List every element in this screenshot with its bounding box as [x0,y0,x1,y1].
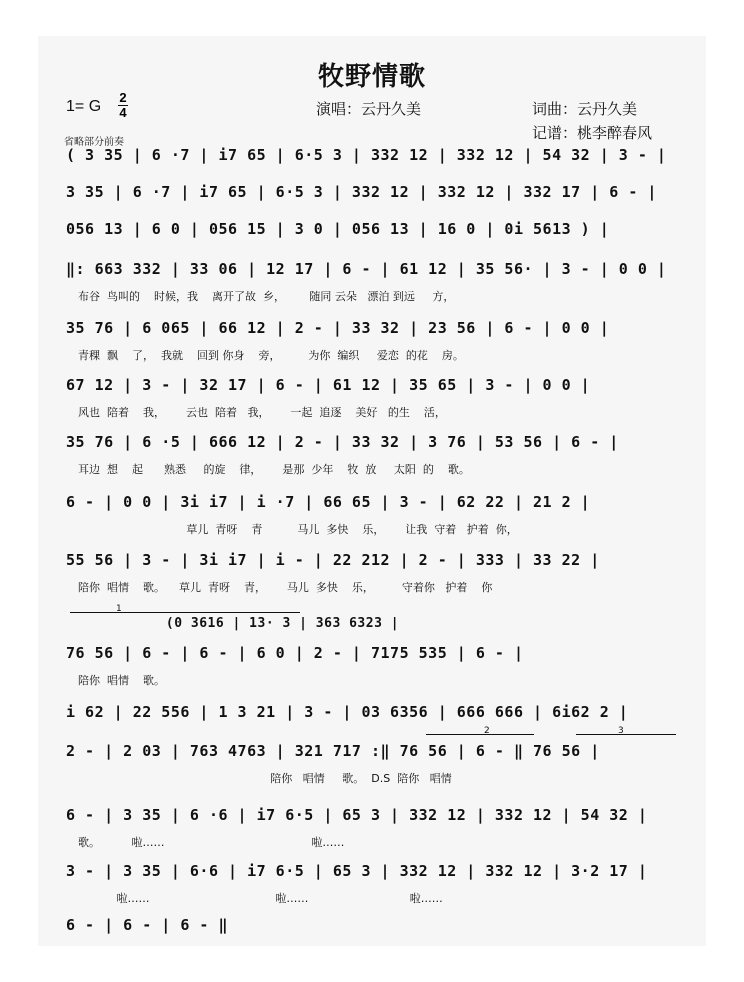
notation-line-10: (0 3616 | 13· 3 | 363 6323 | [66,616,400,631]
lyricist-credit: 词曲：云丹久美 [532,100,638,118]
lyric-line-5: 青稞 飘 了， 我就 回到 你身 旁， 为你 编织 爱恋 的花 房。 [78,349,464,362]
key-signature: 1= G [66,98,102,115]
notation-line-8: 6 - | 0 0 | 3i i7 | i ·7 | 66 65 | 3 - | 62 22 | 21 2 | [66,493,591,511]
volta-label-1: 1 [116,604,122,614]
notation-line-9: 55 56 | 3 - | 3i i7 | i - | 22 212 | 2 - | 333 | 33 22 | [66,551,600,569]
volta-bracket-2 [426,734,534,735]
volta-label-2: 2 [484,726,490,736]
notation-line-2: 3 35 | 6 ·7 | i7 65 | 6·5 3 | 332 12 | 332 12 | 332 17 | 6 - | [66,183,657,201]
notation-line-16: 6 - | 6 - | 6 - ‖ [66,916,229,934]
time-signature-bottom: 4 [119,105,127,120]
notation-line-7: 35 76 | 6 ·5 | 666 12 | 2 - | 33 32 | 3 76 | 53 56 | 6 - | [66,433,619,451]
volta-bracket-1 [70,612,300,613]
time-signature-top: 2 [119,90,127,105]
score-page [38,36,706,946]
lyric-line-8: 草儿 青呀 青 马儿 多快 乐， 让我 守着 护着 你， [78,523,518,536]
notation-line-12: i 62 | 22 556 | 1 3 21 | 3 - | 03 6356 | 666 666 | 6i62 2 | [66,703,629,721]
transcriber-credit: 记谱：桃李醉春风 [532,124,653,142]
notation-line-1: ( 3 35 | 6 ·7 | i7 65 | 6·5 3 | 332 12 | 332 12 | 54 32 | 3 - | [66,146,667,164]
lyric-line-15: 啦…… 啦…… 啦…… [78,892,443,905]
notation-line-14: 6 - | 3 35 | 6 ·6 | i7 6·5 | 65 3 | 332 12 | 332 12 | 54 32 | [66,806,648,824]
lyric-line-7: 耳边 想 起 熟悉 的旋 律， 是那 少年 牧 放 太阳 的 歌。 [78,463,470,476]
volta-label-3: 3 [618,726,624,736]
notation-line-13: 2 - | 2 03 | 763 4763 | 321 717 :‖ 76 56 | 6 - ‖ 76 56 | [66,742,600,760]
notation-line-4: ‖: 663 332 | 33 06 | 12 17 | 6 - | 61 12 | 35 56· | 3 - | 0 0 | [66,260,667,278]
lyric-line-11: 陪你 唱情 歌。 [78,674,165,687]
notation-line-6: 67 12 | 3 - | 32 17 | 6 - | 61 12 | 35 65 | 3 - | 0 0 | [66,376,591,394]
lyric-line-13: 陪你 唱情 歌。 D.S 陪你 唱情 [78,772,452,785]
intro-note: 省略部分前奏 [64,137,124,148]
notation-line-11: 76 56 | 6 - | 6 - | 6 0 | 2 - | 7175 535 | 6 - | [66,644,524,662]
song-title: 牧野情歌 [317,62,426,92]
singer-credit: 演唱：云丹久美 [316,100,422,118]
notation-line-15: 3 - | 3 35 | 6·6 | i7 6·5 | 65 3 | 332 12 | 332 12 | 3·2 17 | [66,862,648,880]
volta-bracket-3 [576,734,676,735]
time-signature [118,92,128,119]
lyric-line-6: 风也 陪着 我， 云也 陪着 我， 一起 追逐 美好 的生 活， [78,406,446,419]
notation-line-5: 35 76 | 6 065 | 66 12 | 2 - | 33 32 | 23 56 | 6 - | 0 0 | [66,319,610,337]
notation-line-3: 056 13 | 6 0 | 056 15 | 3 0 | 056 13 | 16 0 | 0i 5613 ) | [66,220,610,238]
lyric-line-14: 歌。 啦…… 啦…… [78,836,345,849]
lyric-line-4: 布谷 鸟叫的 时候，我 离开了故 乡， 随同 云朵 漂泊 到远 方， [78,290,455,303]
lyric-line-9: 陪你 唱情 歌。 草儿 青呀 青， 马儿 多快 乐， 守着你 护着 你 [78,581,493,594]
